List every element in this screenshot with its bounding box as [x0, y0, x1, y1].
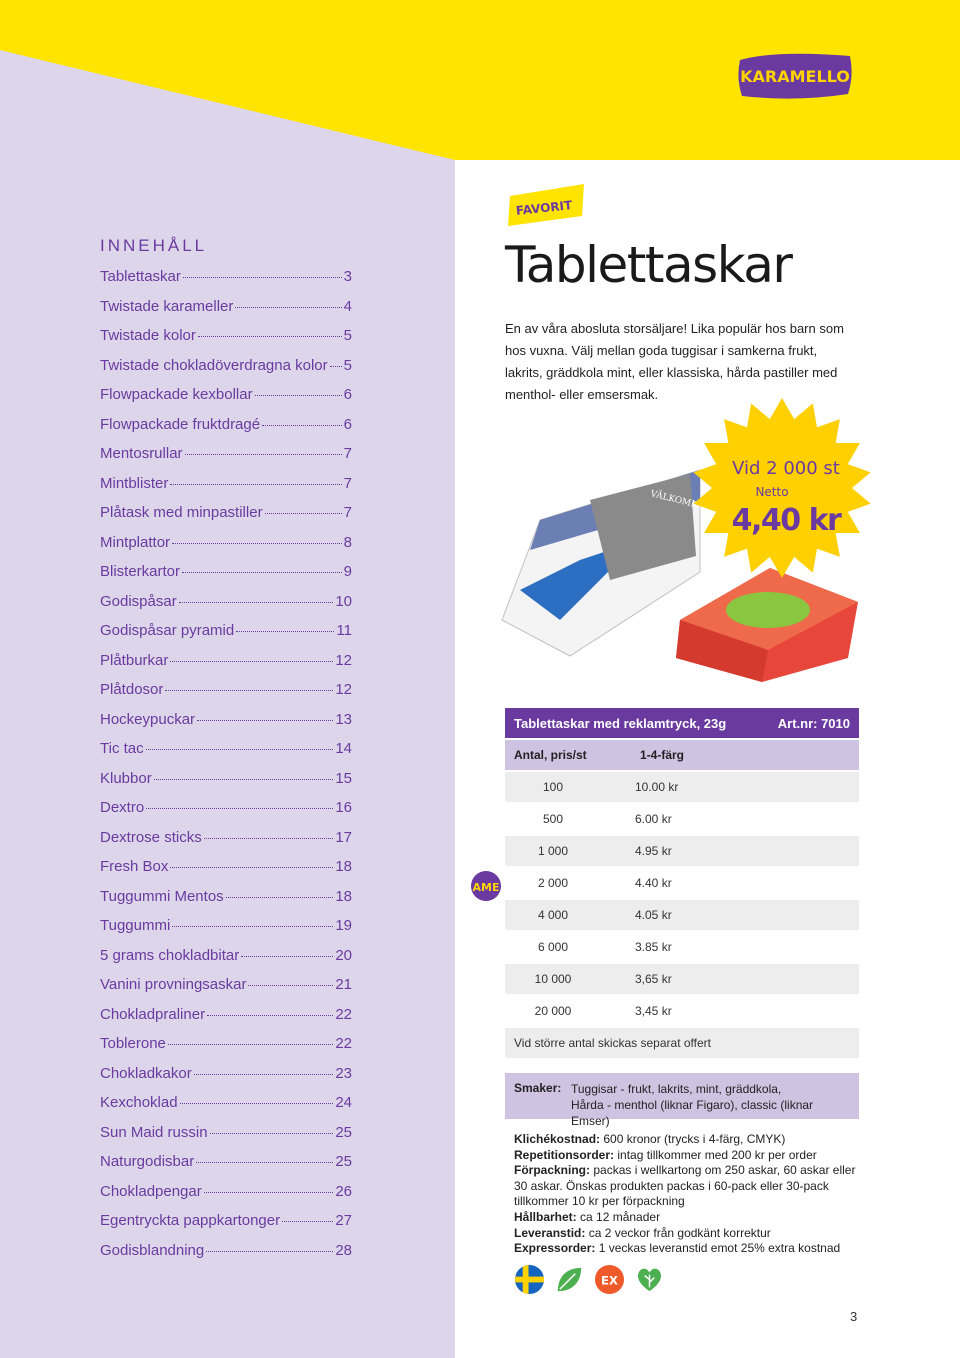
spec-line — [514, 1132, 864, 1148]
toc-heading: INNEHÅLL — [100, 236, 208, 255]
toc-leader — [180, 1103, 334, 1104]
toc-leader — [170, 661, 333, 662]
toc-item-label: Mentosrullar — [100, 445, 183, 462]
article-number: Art.nr: 7010 — [777, 715, 850, 731]
toc-item-page: 21 — [335, 976, 352, 993]
toc-leader — [172, 543, 342, 544]
table-row — [505, 996, 859, 1026]
toc-item-page: 24 — [335, 1094, 352, 1111]
leaf-icon — [554, 1264, 585, 1295]
toc-item-label: Dextro — [100, 799, 145, 816]
product-specs — [514, 1132, 864, 1257]
toc-item-page: 13 — [335, 710, 352, 728]
toc-item-page: 18 — [335, 858, 352, 875]
offer-net-label: Netto — [755, 485, 789, 499]
table-row — [505, 772, 859, 802]
price-burst — [690, 396, 874, 580]
flavors-line-2: Hårda - menthol (liknar Figaro), classic (liknar Emser) — [570, 1098, 814, 1128]
toc-item-page: 25 — [335, 1123, 352, 1141]
toc-item — [100, 1212, 352, 1242]
toc-item-label: Plåtdosor — [100, 681, 164, 698]
toc-leader — [172, 926, 333, 927]
toc-item — [100, 858, 352, 888]
spec-line — [514, 1241, 864, 1257]
toc-leader — [236, 631, 334, 632]
toc-item-page: 14 — [335, 740, 352, 757]
toc-item — [100, 563, 352, 593]
row-price: 4.95 kr — [635, 844, 672, 858]
toc-item-page: 3 — [343, 268, 352, 285]
spec-value: 1 veckas leveranstid emot 25% extra kostnad — [595, 1241, 841, 1256]
toc-item-label: Egentryckta pappkartonger — [100, 1212, 281, 1229]
toc-item — [100, 829, 352, 859]
toc-item-label: Naturgodisbar — [100, 1153, 195, 1170]
toc-item — [100, 593, 352, 623]
toc-item — [100, 799, 352, 829]
toc-item-page: 25 — [335, 1153, 352, 1170]
toc-item — [100, 652, 352, 682]
toc-item — [100, 1065, 352, 1095]
toc-item — [100, 445, 352, 475]
toc-item-page: 19 — [335, 917, 352, 934]
product-title: Tablettaskar — [505, 236, 792, 294]
toc-item-label: Chokladpraliner — [100, 1005, 206, 1023]
toc-item-label: Flowpackade fruktdragé — [100, 415, 261, 433]
row-quantity: 10 000 — [534, 972, 572, 986]
toc-item — [100, 1094, 352, 1124]
toc-leader — [226, 897, 334, 898]
toc-item-page: 6 — [343, 415, 352, 433]
toc-item-label: Blisterkartor — [100, 563, 181, 580]
toc-leader — [179, 602, 334, 603]
toc-item-label: Tuggummi Mentos — [100, 887, 224, 905]
toc-item-label: Tic tac — [100, 740, 144, 757]
toc-item — [100, 268, 352, 298]
toc-item — [100, 622, 352, 652]
toc-leader — [204, 1192, 334, 1193]
toc-item-label: Mintplattor — [100, 533, 171, 551]
toc-item — [100, 917, 352, 947]
toc-leader — [204, 838, 334, 839]
column-print: 1-4-färg — [640, 748, 685, 762]
toc-item-label: Twistade kolor — [100, 327, 196, 344]
row-price: 3,45 kr — [635, 1004, 672, 1018]
favorite-label: FAVORIT — [515, 198, 573, 218]
toc-item-page: 4 — [343, 297, 352, 315]
toc-item — [100, 681, 352, 711]
toc-leader — [170, 484, 341, 485]
toc-leader — [265, 513, 342, 514]
toc-item-page: 7 — [343, 474, 352, 492]
spec-value: 600 kronor (trycks i 4-färg, CMYK) — [600, 1132, 786, 1146]
row-quantity: 500 — [542, 812, 564, 826]
toc-leader — [207, 1015, 333, 1016]
toc-leader — [197, 720, 333, 721]
toc-item — [100, 770, 352, 800]
side-badge-icon — [470, 870, 502, 902]
table-row — [505, 932, 859, 962]
spec-label: Klichékostnad: — [514, 1132, 601, 1146]
toc-item — [100, 740, 352, 770]
toc-item — [100, 1035, 352, 1065]
express-icon — [594, 1264, 625, 1295]
price-table-header — [505, 708, 859, 738]
toc-item-label: Tuggummi — [100, 917, 171, 934]
flavors-box — [505, 1073, 859, 1128]
spec-line — [514, 1226, 864, 1242]
toc-leader — [146, 749, 334, 750]
toc-item-page: 12 — [335, 651, 352, 669]
toc-leader — [196, 1162, 333, 1163]
toc-item-label: Twistade karameller — [100, 297, 234, 315]
karamello-logo — [736, 50, 854, 102]
flavors-text — [570, 1081, 850, 1128]
toc-leader — [198, 336, 342, 337]
row-price: 3.85 kr — [635, 940, 672, 954]
toc-leader — [262, 425, 342, 426]
toc-item-label: Kexchoklad — [100, 1094, 178, 1111]
toc-item-page: 7 — [343, 445, 352, 462]
feature-icons — [514, 1264, 665, 1295]
table-row — [505, 804, 859, 834]
toc-item — [100, 1006, 352, 1036]
toc-leader — [183, 277, 342, 278]
toc-leader — [255, 395, 342, 396]
toc-item-page: 6 — [343, 386, 352, 403]
table-row — [505, 900, 859, 930]
toc-item-label: Mintblister — [100, 474, 169, 492]
svg-text:EX: EX — [601, 1273, 618, 1288]
toc-leader — [282, 1221, 333, 1222]
toc-leader — [170, 867, 333, 868]
toc-item-page: 5 — [343, 356, 352, 374]
toc-leader — [185, 454, 342, 455]
toc-item-page: 22 — [335, 1035, 352, 1052]
swedish-flag-icon — [514, 1264, 545, 1295]
toc-item-page: 23 — [335, 1064, 352, 1082]
flavors-line-1: Tuggisar - frukt, lakrits, mint, gräddkola, — [570, 1082, 782, 1096]
table-row — [505, 964, 859, 994]
column-quantity: Antal, pris/st — [514, 748, 587, 762]
toc-item-page: 11 — [336, 622, 352, 639]
toc-leader — [154, 779, 334, 780]
box-print-text: VÄLKOMMEN — [649, 489, 715, 515]
price-table-columns — [505, 740, 859, 770]
toc-item-label: Godisblandning — [100, 1241, 205, 1259]
spec-label: Förpackning: — [514, 1163, 591, 1178]
toc-item-label: Godispåsar — [100, 592, 177, 610]
toc-item-page: 12 — [335, 681, 352, 698]
toc-leader — [182, 572, 342, 573]
spec-value: ca 12 månader — [576, 1209, 661, 1224]
toc-item-label: Chokladkakor — [100, 1064, 192, 1082]
toc-item — [100, 947, 352, 977]
toc-leader — [248, 985, 333, 986]
toc-item — [100, 298, 352, 328]
row-price: 10.00 kr — [635, 780, 679, 794]
toc-item-label: Vanini provningsaskar — [100, 976, 247, 993]
offer-price: 4,40 kr — [731, 503, 841, 538]
toc-item-page: 15 — [335, 769, 352, 787]
toc-leader — [146, 808, 333, 809]
product-intro: En av våra abosluta storsäljare! Lika populär hos barn som hos vuxna. Välj mellan goda tuggisar i samkerna frukt, lakrits, gräddkola mint, eller klassiska, hårda pastiller med menthol- eller emsersmak. — [505, 321, 844, 402]
toc-item — [100, 416, 352, 446]
price-table — [505, 708, 859, 1060]
toc-item-page: 16 — [335, 799, 352, 816]
toc-item — [100, 711, 352, 741]
spec-label: Repetitionsorder: — [514, 1147, 615, 1162]
toc-item-label: Klubbor — [100, 769, 152, 787]
price-table-note: Vid större antal skickas separat offert — [514, 1036, 711, 1050]
toc-item-page: 20 — [335, 946, 352, 964]
row-quantity: 1 000 — [537, 844, 569, 858]
row-quantity: 100 — [542, 780, 564, 794]
flavors-label: Smaker: — [514, 1081, 562, 1095]
toc-item — [100, 1153, 352, 1183]
toc-leader — [235, 307, 341, 308]
toc-leader — [194, 1074, 334, 1075]
price-table-note-row — [505, 1028, 859, 1058]
toc-item-label: Chokladpengar — [100, 1182, 202, 1200]
spec-line — [514, 1148, 864, 1164]
spec-value: intag tillkommer med 200 kr per order — [614, 1147, 817, 1162]
table-row — [505, 836, 859, 866]
toc-item-label: Toblerone — [100, 1035, 166, 1052]
heart-leaf-icon — [634, 1264, 665, 1295]
toc-item-page: 7 — [343, 504, 352, 521]
toc-leader — [330, 366, 342, 367]
toc-item-label: Dextrose sticks — [100, 828, 202, 846]
table-row — [505, 868, 859, 898]
toc-item-label: Tablettaskar — [100, 268, 181, 285]
spec-label: Hållbarhet: — [514, 1209, 577, 1224]
toc-item-label: Twistade chokladöverdragna kolor — [100, 356, 328, 374]
toc-leader — [210, 1133, 334, 1134]
favorite-tag — [506, 184, 586, 226]
toc-item — [100, 1124, 352, 1154]
page-number: 3 — [850, 1309, 858, 1324]
toc-item-page: 18 — [335, 887, 352, 905]
toc-leader — [165, 690, 333, 691]
spec-value: ca 2 veckor från godkänt korrektur — [585, 1225, 771, 1240]
toc-item-label: Fresh Box — [100, 858, 169, 875]
toc-item — [100, 976, 352, 1006]
toc-leader — [206, 1251, 333, 1252]
toc-item-label: Flowpackade kexbollar — [100, 386, 253, 403]
toc-item — [100, 534, 352, 564]
toc-leader — [168, 1044, 333, 1045]
toc-item-page: 17 — [335, 828, 352, 846]
toc-item — [100, 1183, 352, 1213]
svg-text:AME: AME — [472, 881, 500, 894]
toc-item-page: 28 — [335, 1241, 352, 1259]
row-quantity: 20 000 — [534, 1004, 572, 1018]
toc-item-label: Godispåsar pyramid — [100, 622, 235, 639]
spec-line — [514, 1163, 864, 1210]
toc-item-label: Hockeypuckar — [100, 710, 196, 728]
row-price: 4.05 kr — [635, 908, 672, 922]
toc-item-page: 10 — [335, 592, 352, 610]
toc-item — [100, 327, 352, 357]
toc-item-label: Plåtask med minpastiller — [100, 504, 263, 521]
toc-item — [100, 888, 352, 918]
toc-item — [100, 1242, 352, 1272]
row-price: 4.40 kr — [635, 876, 672, 890]
toc-item-page: 8 — [343, 533, 352, 551]
price-table-title: Tablettaskar med reklamtryck, 23g — [514, 715, 727, 731]
offer-quantity: Vid 2 000 st — [732, 458, 840, 479]
spec-label: Leveranstid: — [514, 1225, 586, 1240]
toc-leader — [241, 956, 333, 957]
logo-text: KARAMELLO — [740, 67, 850, 86]
toc-item-label: Plåtburkar — [100, 651, 169, 669]
toc-item-page: 22 — [335, 1005, 352, 1023]
toc-item — [100, 357, 352, 387]
toc-item-page: 5 — [343, 327, 352, 344]
toc-item — [100, 475, 352, 505]
toc-item-page: 27 — [335, 1212, 352, 1229]
row-quantity: 6 000 — [537, 940, 569, 954]
row-price: 3,65 kr — [635, 972, 672, 986]
spec-label: Expressorder: — [514, 1241, 596, 1256]
table-of-contents — [100, 268, 352, 1271]
toc-item-label: Sun Maid russin — [100, 1123, 208, 1141]
row-price: 6.00 kr — [635, 812, 672, 826]
toc-item-page: 9 — [343, 563, 352, 580]
toc-item-page: 26 — [335, 1182, 352, 1200]
spec-line — [514, 1210, 864, 1226]
toc-item — [100, 386, 352, 416]
toc-item-label: 5 grams chokladbitar — [100, 946, 240, 964]
spec-value: packas i wellkartong om 250 askar, 60 askar eller 30 askar. Önskas produkten packas i 60-pack eller 30-pack tillkommer 10 kr per förpackning — [514, 1163, 856, 1209]
toc-item — [100, 504, 352, 534]
row-quantity: 4 000 — [537, 908, 569, 922]
row-quantity: 2 000 — [537, 876, 569, 890]
